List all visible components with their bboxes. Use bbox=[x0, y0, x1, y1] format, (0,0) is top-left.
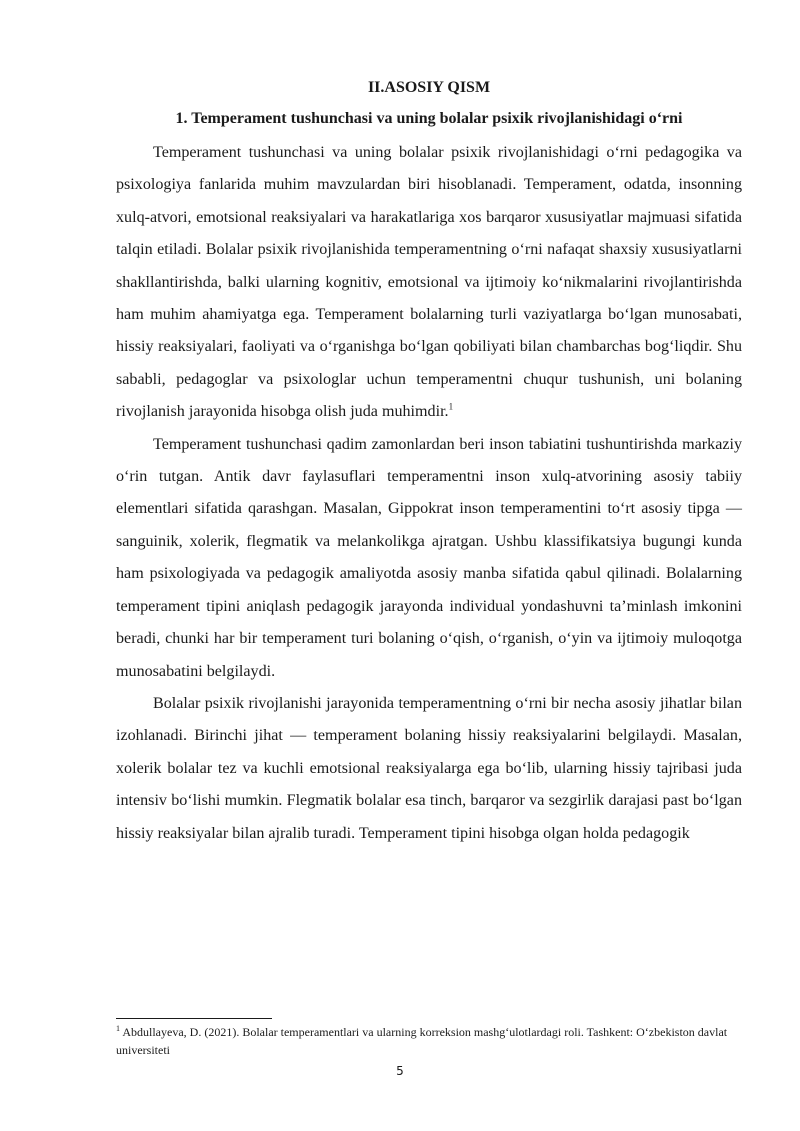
page-content bbox=[116, 76, 742, 850]
paragraph-1 bbox=[116, 137, 742, 429]
paragraph-1-text: Temperament tushunchasi va uning bolalar psixik rivojlanishidagi o‘rni pedagogika va psixologiya fanlarida muhim mavzulardan biri hisoblanadi. Temperament, odatda, insonning xulq-atvori, emotsional reaksiyalari va harakatlariga xos barqaror xususiyatlar majmuasi sifatida talqin etiladi. Bolalar psixik rivojlanishida temperamentning o‘rni nafaqat shaxsiy xususiyatlarni shakllantirishda, balki ularning kognitiv, emotsional va ijtimoiy ko‘nikmalarini rivojlantirishda ham muhim ahamiyatga ega. Temperament bolalarning turli vaziyatlarga bo‘lgan munosabati, hissiy reaksiyalari, faoliyati va o‘rganishga bo‘lgan qobiliyati bilan chambarchas bog‘liqdir. Shu sababli, pedagoglar va psixologlar uchun temperamentni chuqur tushunish, uni bolaning rivojlanish jarayonida hisobga olish juda muhimdir. bbox=[116, 144, 742, 421]
paragraph-2: Temperament tushunchasi qadim zamonlardan beri inson tabiatini tushuntirishda markaziy o‘rin tutgan. Antik davr faylasuflari temperamentni inson xulq-atvorining asosiy tabiiy elementlari sifatida qarashgan. Masalan, Gippokrat inson temperamentini to‘rt asosiy tipga — sanguinik, xolerik, flegmatik va melankolikga ajratgan. Ushbu klassifikatsiya bugungi kunda ham psixologiyada va pedagogik amaliyotda asosiy manba sifatida qabul qilinadi. Bolalarning temperament tipini aniqlash pedagogik jarayonda individual yondashuvni ta’minlash imkonini beradi, chunki har bir temperament turi bolaning o‘qish, o‘rganish, o‘yin va ijtimoiy muloqotga munosabatini belgilaydi. bbox=[116, 435, 742, 680]
page-number: 5 bbox=[396, 1064, 404, 1078]
footnote bbox=[116, 1023, 742, 1059]
footnote-text: Abdullayeva, D. (2021). Bolalar temperamentlari va ularning korreksion mashg‘ulotlardagi roli. Tashkent: O‘zbekiston davlat universiteti bbox=[116, 1025, 728, 1057]
paragraph-3: Bolalar psixik rivojlanishi jarayonida temperamentning o‘rni bir necha asosiy jihatlar bilan izohlanadi. Birinchi jihat — temperament bolaning hissiy reaksiyalarini belgilaydi. Masalan, xolerik bolalar tez va kuchli emotsional reaksiyalarga ega bo‘lib, ularning hissiy tajribasi juda intensiv bo‘lishi mumkin. Flegmatik bolalar esa tinch, barqaror va sezgirlik darajasi past bo‘lgan hissiy reaksiyalar bilan ajralib turadi. Temperament tipini hisobga olgan holda pedagogik bbox=[116, 694, 742, 842]
footnote-separator bbox=[116, 1018, 272, 1019]
footnote-mark: 1 bbox=[116, 1024, 120, 1033]
footnote-reference[interactable]: 1 bbox=[448, 401, 454, 412]
section-heading: II.ASOSIY QISM bbox=[367, 79, 491, 96]
subsection-heading: 1. Temperament tushunchasi va uning bolalar psixik rivojlanishidagi o‘rni bbox=[175, 110, 683, 127]
